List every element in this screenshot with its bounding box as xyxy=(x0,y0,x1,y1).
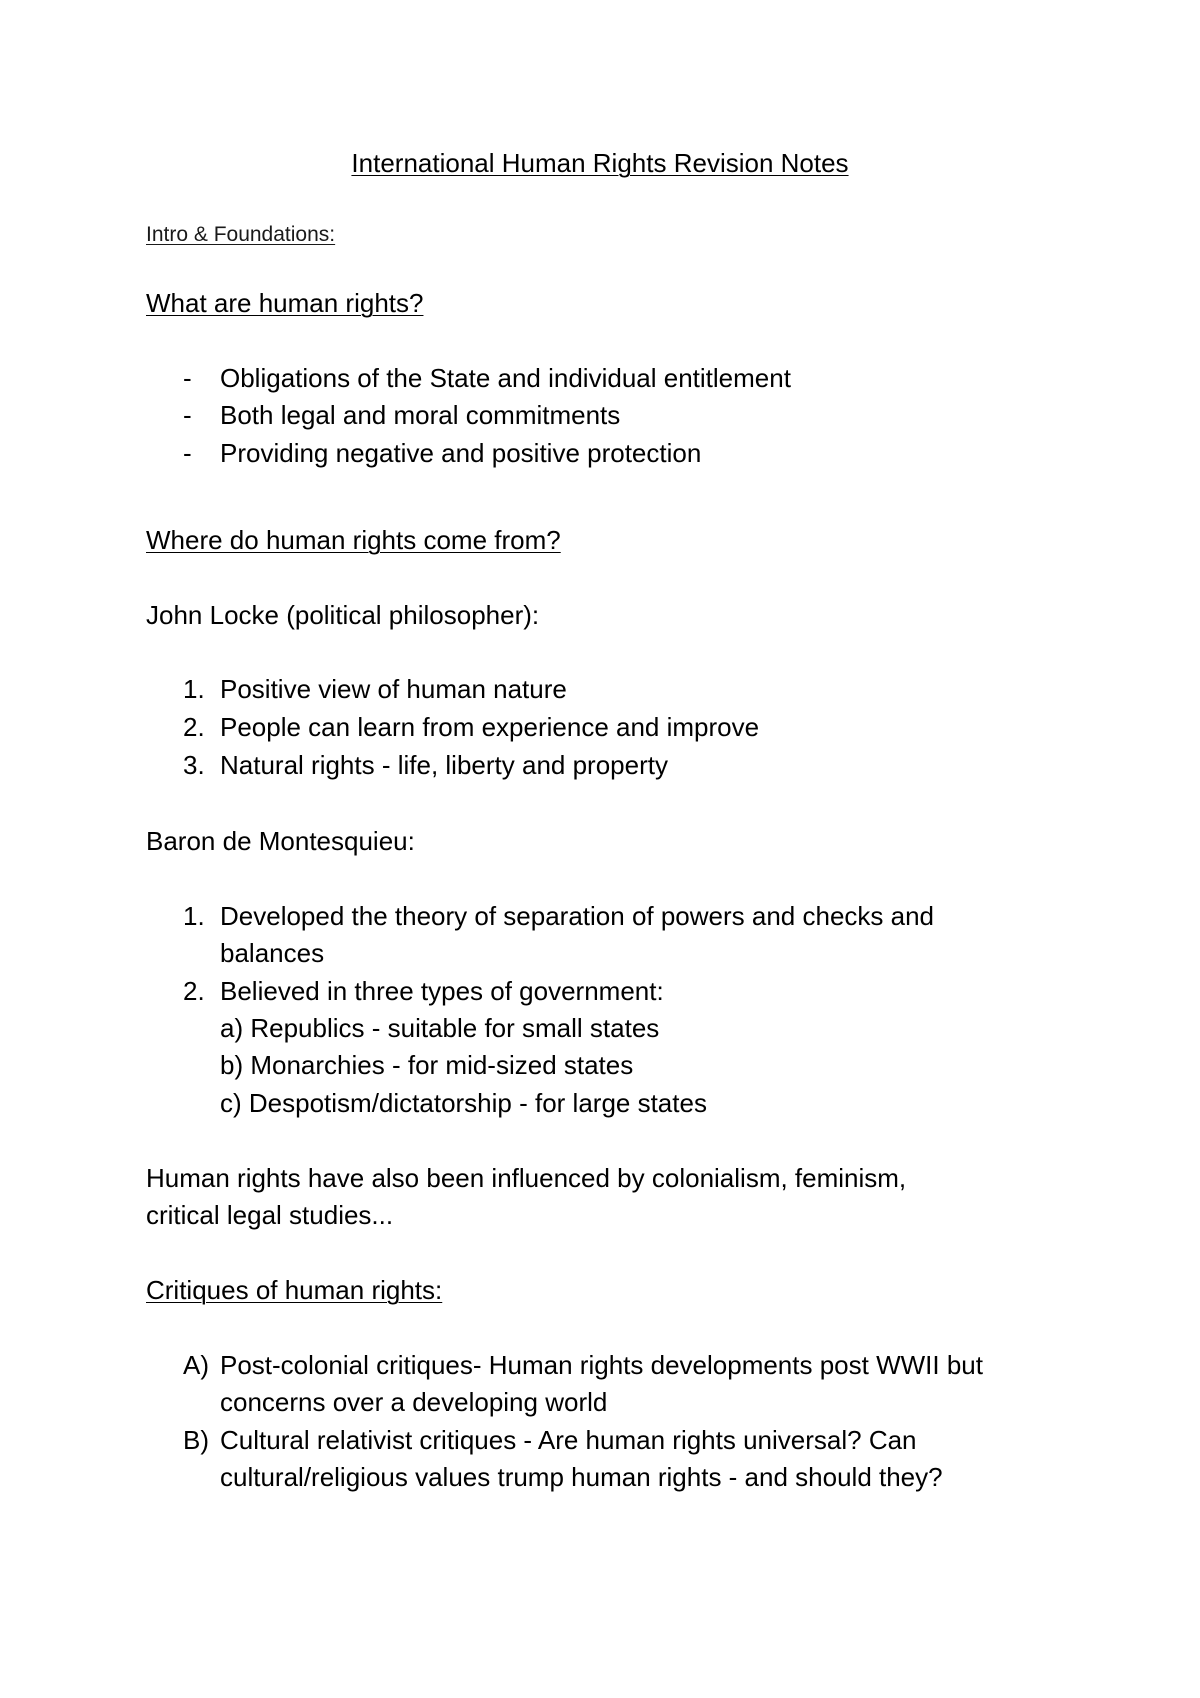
locke-item: Natural rights - life, liberty and property xyxy=(220,750,668,780)
list-number: 2. xyxy=(183,976,205,1006)
critique-item-continued: concerns over a developing world xyxy=(220,1387,608,1417)
bullet-marker: - xyxy=(183,363,192,393)
influence-paragraph: Human rights have also been influenced by colonialism, feminism, xyxy=(146,1163,907,1193)
list-number: 1. xyxy=(183,901,205,931)
locke-item: Positive view of human nature xyxy=(220,674,567,704)
government-type-item: b) Monarchies - for mid-sized states xyxy=(220,1050,634,1080)
influence-paragraph-continued: critical legal studies... xyxy=(146,1200,394,1230)
montesquieu-item: Developed the theory of separation of powers and checks and xyxy=(220,901,935,931)
locke-item: People can learn from experience and improve xyxy=(220,712,760,742)
list-letter: A) xyxy=(183,1350,209,1380)
heading-where-from: Where do human rights come from? xyxy=(146,525,561,555)
heading-critiques: Critiques of human rights: xyxy=(146,1275,443,1305)
bullet-marker: - xyxy=(183,438,192,468)
list-number: 3. xyxy=(183,750,205,780)
bullet-marker: - xyxy=(183,400,192,430)
page-title: International Human Rights Revision Notes xyxy=(351,148,849,178)
locke-label: John Locke (political philosopher): xyxy=(146,600,540,630)
critique-item: Cultural relativist critiques - Are human rights universal? Can xyxy=(220,1425,917,1455)
government-type-item: a) Republics - suitable for small states xyxy=(220,1013,660,1043)
bullet-item: Obligations of the State and individual entitlement xyxy=(220,363,791,393)
government-type-item: c) Despotism/dictatorship - for large states xyxy=(220,1088,707,1118)
list-letter: B) xyxy=(183,1425,209,1455)
montesquieu-item: Believed in three types of government: xyxy=(220,976,664,1006)
critique-item: Post-colonial critiques- Human rights developments post WWII but xyxy=(220,1350,983,1380)
bullet-item: Both legal and moral commitments xyxy=(220,400,621,430)
heading-what-are-human-rights: What are human rights? xyxy=(146,288,424,318)
montesquieu-label: Baron de Montesquieu: xyxy=(146,826,415,856)
bullet-item: Providing negative and positive protection xyxy=(220,438,702,468)
section-label: Intro & Foundations: xyxy=(146,223,336,246)
list-number: 2. xyxy=(183,712,205,742)
montesquieu-item-continued: balances xyxy=(220,938,325,968)
critique-item-continued: cultural/religious values trump human rights - and should they? xyxy=(220,1462,943,1492)
list-number: 1. xyxy=(183,674,205,704)
